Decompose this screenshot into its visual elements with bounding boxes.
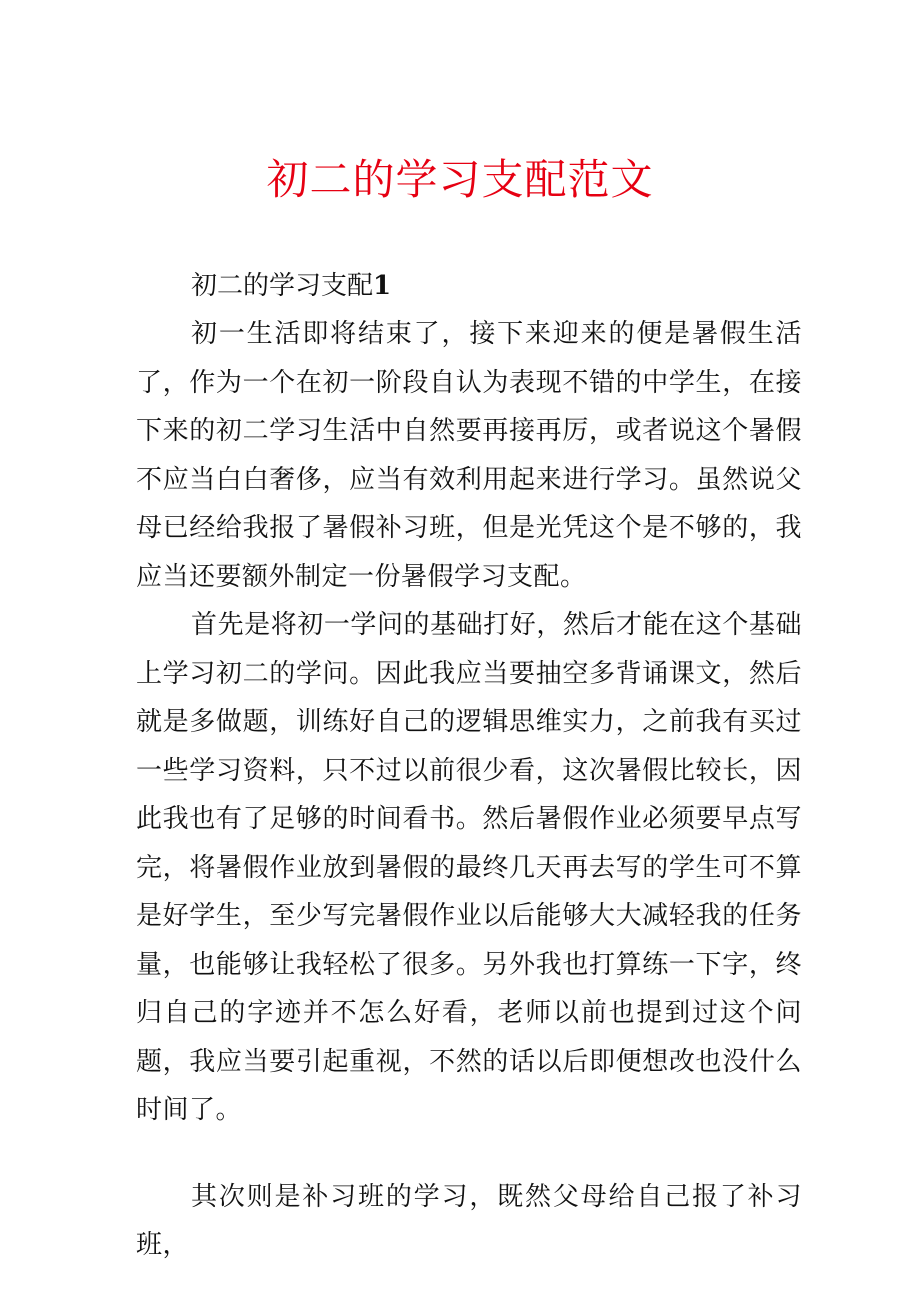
document-title: 初二的学习支配范文: [266, 155, 654, 204]
document-body: [136, 262, 802, 1270]
paragraph-3: 其次则是补习班的学习，既然父母给自己报了补习班，: [136, 1181, 802, 1260]
section-heading-text: 初二的学习支配: [191, 271, 374, 301]
paragraph-2: 首先是将初一学问的基础打好，然后才能在这个基础上学习初二的学问。因此我应当要抽空多背诵课文，然后就是多做题，训练好自己的逻辑思维实力，之前我有买过一些学习资料，只不过以前很少看，这次暑假比较长，因此我也有了足够的时间看书。然后暑假作业必须要早点写完，将暑假作业放到暑假的最终几天再去写的学生可不算是好学生，至少写完暑假作业以后能够大大减轻我的任务量，也能够让我轻松了很多。另外我也打算练一下字，终归自己的字迹并不怎么好看，老师以前也提到过这个问题，我应当要引起重视，不然的话以后即便想改也没什么时间了。: [136, 610, 802, 1125]
section-heading: [136, 262, 802, 310]
paragraph-1: 初一生活即将结束了，接下来迎来的便是暑假生活了，作为一个在初一阶段自认为表现不错的中学生，在接下来的初二学习生活中自然要再接再厉，或者说这个暑假不应当白白奢侈，应当有效利用起来进行学习。虽然说父母已经给我报了暑假补习班，但是光凭这个是不够的，我应当还要额外制定一份暑假学习支配。: [136, 319, 802, 592]
section-heading-number: 1: [373, 271, 392, 301]
